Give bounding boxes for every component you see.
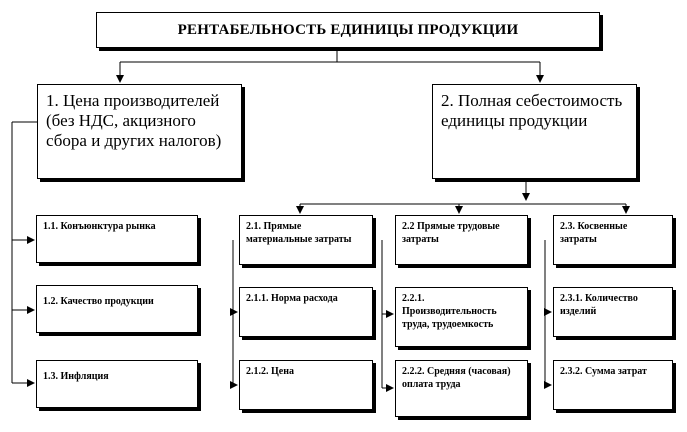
- consumption-rate-text: 2.1.1. Норма расхода: [246, 293, 338, 304]
- material-price-box: [239, 360, 373, 410]
- indirect-costs-text: 2.3. Косвенные затраты: [560, 221, 628, 245]
- direct-labor-box: [395, 215, 528, 265]
- consumption-rate-box: [239, 287, 373, 337]
- item-count-text: 2.3.1. Количество изделий: [560, 293, 638, 317]
- productivity-text: 2.2.1. Производительность труда, трудоемкость: [402, 293, 497, 330]
- indirect-costs-box: [553, 215, 673, 265]
- cost-sum-text: 2.3.2. Сумма затрат: [560, 366, 647, 377]
- direct-materials-box: [239, 215, 373, 265]
- cost-sum-box: [553, 360, 673, 410]
- factor-market-box: [36, 215, 198, 263]
- material-price-text: 2.1.2. Цена: [246, 366, 294, 377]
- price-text: 1. Цена производителей (без НДС, акцизного сбора и других налогов): [46, 91, 222, 150]
- cost-box: [432, 84, 637, 179]
- factor-quality-text: 1.2. Качество продукции: [43, 296, 154, 307]
- hourly-pay-text: 2.2.2. Средняя (часовая) оплата труда: [402, 366, 511, 390]
- item-count-box: [553, 287, 673, 337]
- direct-labor-text: 2.2 Прямые трудовые затраты: [402, 221, 500, 245]
- cost-text: 2. Полная себестоимость единицы продукции: [441, 91, 623, 130]
- diagram-title-text: РЕНТАБЕЛЬНОСТЬ ЕДИНИЦЫ ПРОДУКЦИИ: [177, 21, 519, 38]
- price-box: [37, 84, 242, 179]
- hourly-pay-box: [395, 360, 528, 417]
- factor-inflation-box: [36, 360, 198, 408]
- factor-inflation-text: 1.3. Инфляция: [43, 371, 109, 382]
- factor-quality-box: [36, 285, 198, 333]
- diagram-title: [96, 12, 600, 48]
- direct-materials-text: 2.1. Прямые материальные затраты: [246, 221, 352, 245]
- productivity-box: [395, 287, 528, 347]
- factor-market-text: 1.1. Конъюнктура рынка: [43, 221, 156, 232]
